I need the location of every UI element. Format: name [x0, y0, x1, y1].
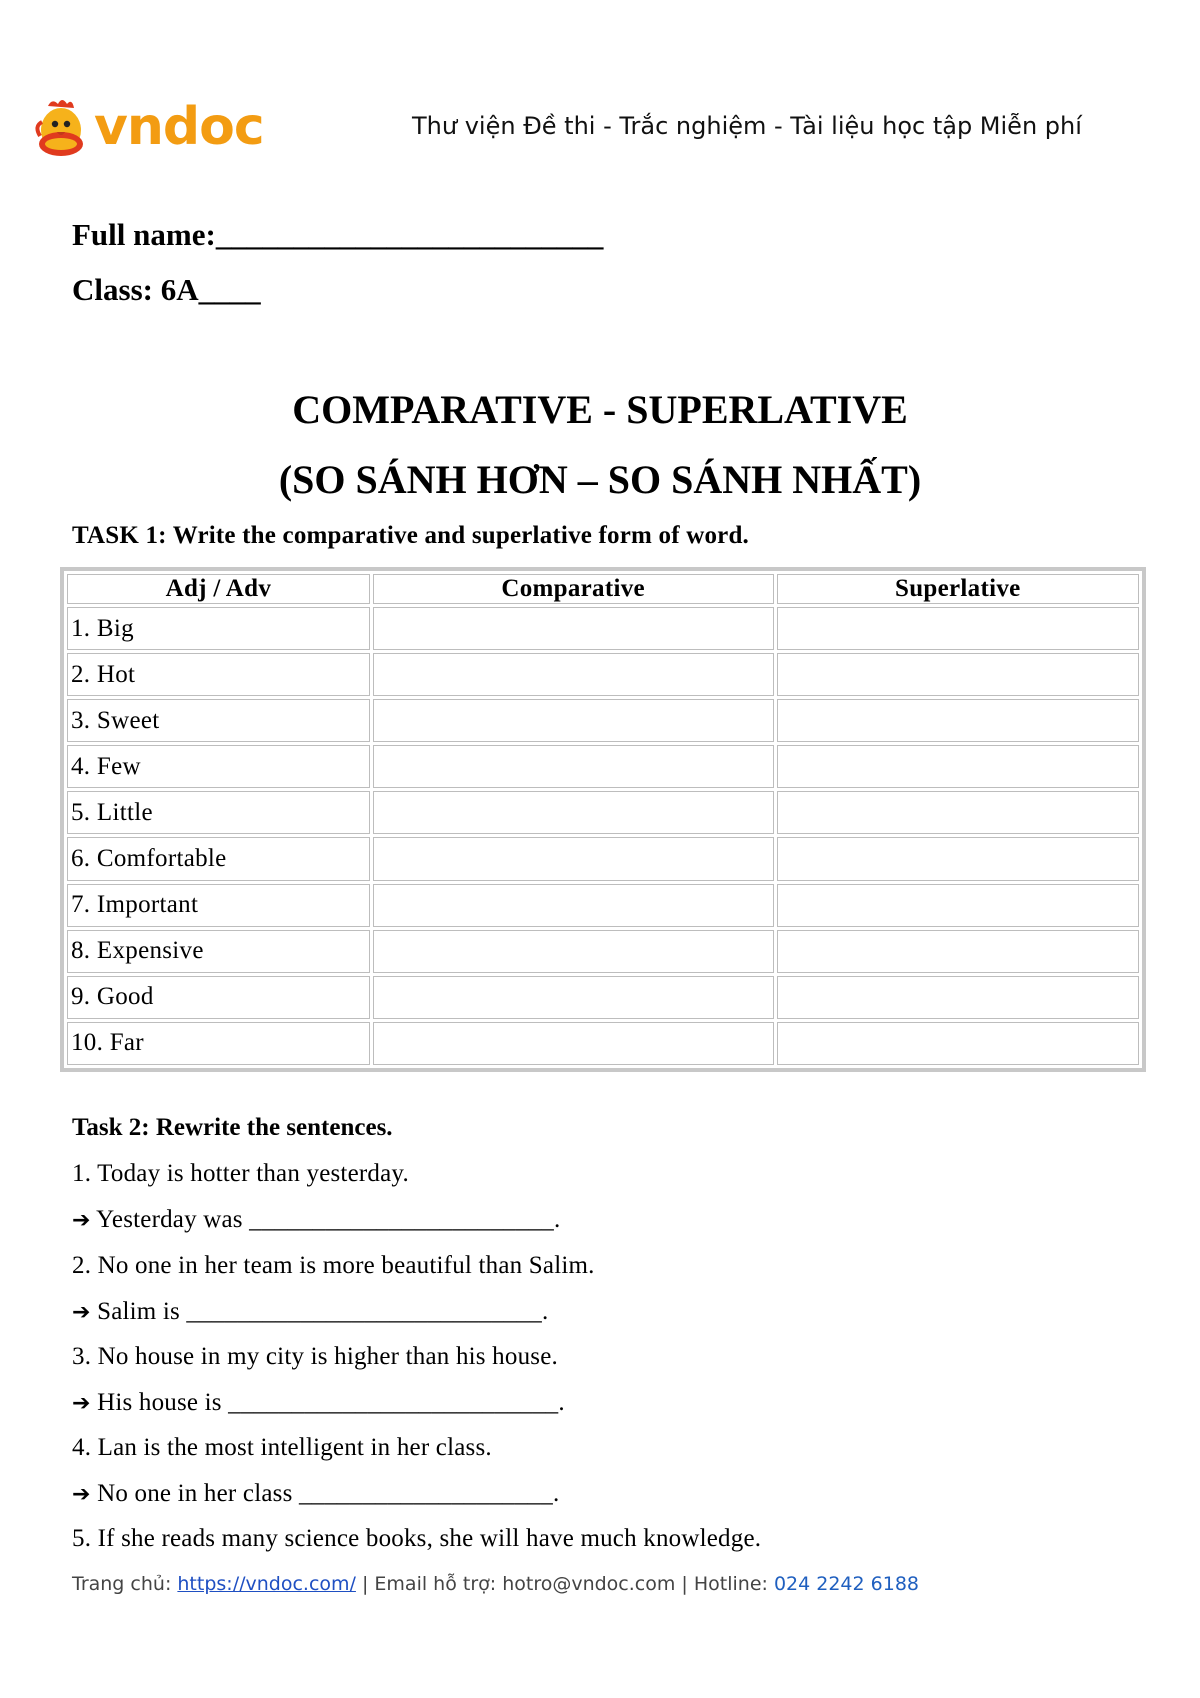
superlative-answer-cell[interactable] — [777, 607, 1139, 650]
column-header-comparative: Comparative — [373, 574, 774, 604]
fullname-blank: _________________________ — [215, 217, 604, 252]
page-subtitle: (SO SÁNH HƠN – SO SÁNH NHẤT) — [278, 457, 922, 502]
superlative-answer-cell[interactable] — [777, 884, 1139, 927]
header-tagline: Thư viện Đề thi - Trắc nghiệm - Tài liệu học tập Miễn phí — [412, 112, 1082, 140]
comparative-answer-cell[interactable] — [373, 884, 774, 927]
footer-home-label: Trang chủ: — [72, 1573, 178, 1595]
mascot-icon — [34, 96, 92, 158]
page-footer — [72, 1573, 919, 1595]
comparative-answer-cell[interactable] — [373, 653, 774, 696]
word-cell: 3. Sweet — [67, 699, 370, 742]
table-row — [67, 884, 1139, 927]
sentence-2: 2. No one in her team is more beautiful than Salim. — [72, 1252, 595, 1279]
arrow-right-icon: ➔ — [72, 1391, 91, 1416]
superlative-answer-cell[interactable] — [777, 837, 1139, 880]
fullname-label: Full name: — [72, 217, 216, 252]
table-row — [67, 1022, 1139, 1065]
superlative-answer-cell[interactable] — [777, 745, 1139, 788]
table-row — [67, 699, 1139, 742]
rewrite-prompt: Salim is ____________________________. — [90, 1298, 549, 1325]
comparative-answer-cell[interactable] — [373, 1022, 774, 1065]
word-cell: 8. Expensive — [67, 930, 370, 973]
task2-heading: Task 2: Rewrite the sentences. — [72, 1114, 393, 1141]
table-row — [67, 837, 1139, 880]
table-row — [67, 607, 1139, 650]
table-header-row — [67, 574, 1139, 604]
word-cell: 9. Good — [67, 976, 370, 1019]
word-cell: 10. Far — [67, 1022, 370, 1065]
sentence-5: 5. If she reads many science books, she will have much knowledge. — [72, 1525, 762, 1552]
superlative-answer-cell[interactable] — [777, 976, 1139, 1019]
word-forms-table — [60, 567, 1146, 1072]
sentence-3: 3. No house in my city is higher than his house. — [72, 1343, 558, 1370]
comparative-answer-cell[interactable] — [373, 930, 774, 973]
rewrite-prompt: Yesterday was ________________________. — [90, 1206, 561, 1233]
table-row — [67, 930, 1139, 973]
comparative-answer-cell[interactable] — [373, 976, 774, 1019]
arrow-right-icon: ➔ — [72, 1300, 91, 1325]
arrow-right-icon: ➔ — [72, 1208, 91, 1233]
rewrite-answer-1 — [72, 1206, 560, 1234]
class-field: Class: 6A____ — [72, 272, 261, 307]
page-title: COMPARATIVE - SUPERLATIVE — [292, 387, 908, 432]
fullname-field — [72, 217, 603, 253]
superlative-answer-cell[interactable] — [777, 791, 1139, 834]
superlative-answer-cell[interactable] — [777, 1022, 1139, 1065]
comparative-answer-cell[interactable] — [373, 837, 774, 880]
footer-home-link[interactable]: https://vndoc.com/ — [177, 1573, 356, 1595]
superlative-answer-cell[interactable] — [777, 699, 1139, 742]
comparative-answer-cell[interactable] — [373, 791, 774, 834]
comparative-answer-cell[interactable] — [373, 745, 774, 788]
comparative-answer-cell[interactable] — [373, 607, 774, 650]
rewrite-prompt: His house is __________________________. — [90, 1389, 565, 1416]
sentence-1: 1. Today is hotter than yesterday. — [72, 1160, 409, 1187]
table-row — [67, 653, 1139, 696]
vndoc-logo[interactable] — [34, 96, 264, 158]
superlative-answer-cell[interactable] — [777, 653, 1139, 696]
word-cell: 2. Hot — [67, 653, 370, 696]
rewrite-answer-3 — [72, 1389, 565, 1417]
footer-hotline: 024 2242 6188 — [773, 1573, 920, 1595]
column-header-superlative: Superlative — [777, 574, 1139, 604]
table-row — [67, 976, 1139, 1019]
rewrite-answer-2 — [72, 1298, 548, 1326]
word-cell: 4. Few — [67, 745, 370, 788]
column-header-adj-adv: Adj / Adv — [67, 574, 370, 604]
sentence-4: 4. Lan is the most intelligent in her class. — [72, 1434, 492, 1461]
arrow-right-icon: ➔ — [72, 1482, 91, 1507]
comparative-answer-cell[interactable] — [373, 699, 774, 742]
word-cell: 5. Little — [67, 791, 370, 834]
table-row — [67, 745, 1139, 788]
table-row — [67, 791, 1139, 834]
word-cell: 1. Big — [67, 607, 370, 650]
footer-contact-text: | Email hỗ trợ: hotro@vndoc.com | Hotline: — [355, 1573, 774, 1595]
rewrite-prompt: No one in her class ____________________. — [90, 1480, 560, 1507]
word-cell: 7. Important — [67, 884, 370, 927]
task1-heading: TASK 1: Write the comparative and superlative form of word. — [72, 522, 749, 549]
rewrite-answer-4 — [72, 1480, 559, 1508]
word-cell: 6. Comfortable — [67, 837, 370, 880]
superlative-answer-cell[interactable] — [777, 930, 1139, 973]
logo-wordmark: vndoc — [94, 97, 264, 157]
